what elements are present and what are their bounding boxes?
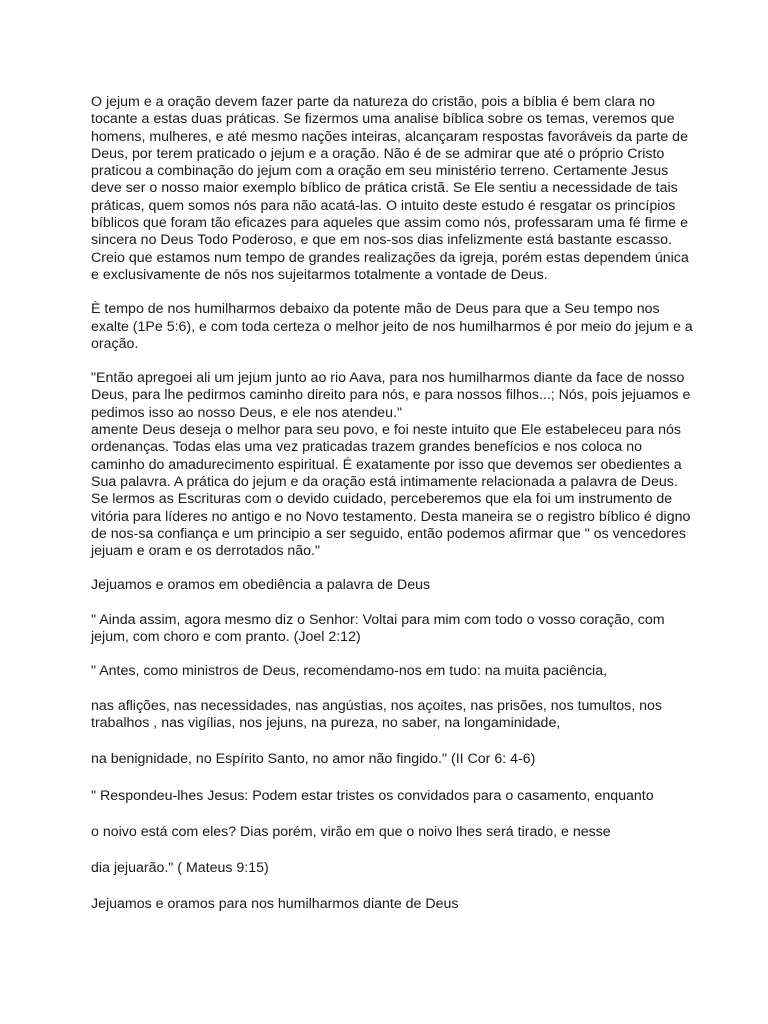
text-line: exalte (1Pe 5:6), e com toda certeza o melhor jeito de nos humilharmos é por meio do jejum e a [91, 318, 693, 335]
text-line: ordenanças. Todas elas uma vez praticadas trazem grandes benefícios e nos coloca no [91, 439, 643, 456]
paragraph-spacer [91, 595, 691, 612]
text-line: de nos-sa confiança e um principio a ser seguido, então podemos afirmar que " os vencedores [91, 525, 686, 542]
paragraph-spacer [91, 841, 691, 860]
paragraph-quote-mateus-3 [91, 860, 691, 877]
text-line: amente Deus deseja o melhor para seu povo, e foi neste intuito que Ele estabeleceu para nós [91, 422, 681, 439]
text-line: Deus, para lhe pedirmos caminho direito para nós, e para nossos filhos...; Nós, pois jejuamos e [91, 387, 691, 404]
heading-obedience [91, 577, 691, 594]
text-line: oração. [91, 335, 139, 352]
text-line: bíblicos que foram tão eficazes para aqueles que assim como nós, professaram uma fé firme e [91, 215, 688, 232]
paragraph-spacer [91, 769, 691, 788]
paragraph-quote-cor-2 [91, 698, 691, 733]
text-line: Creio que estamos num tempo de grandes realizações da igreja, porém estas dependem única [91, 249, 689, 266]
paragraph-spacer [91, 646, 691, 663]
heading-humility [91, 896, 691, 913]
paragraph-quote-ezra [91, 370, 691, 560]
paragraph-quote-mateus-1 [91, 788, 691, 805]
text-line: o noivo está com eles? Dias porém, virão em que o noivo lhes será tirado, e nesse [91, 823, 611, 840]
text-line: sincera no Deus Todo Poderoso, e que em nos-sos dias infelizmente está bastante escasso. [91, 232, 672, 249]
text-line: Deus, por terem praticado o jejum e a oração. Não é de se admirar que até o próprio Cristo [91, 145, 665, 162]
paragraph-quote-cor-1 [91, 663, 691, 680]
text-line: caminho do amadurecimento espiritual. É exatamente por isso que devemos ser obedientes a [91, 456, 682, 473]
paragraph-spacer [91, 732, 691, 751]
text-line: jejum, com choro e com pranto. (Joel 2:12) [91, 629, 361, 646]
text-line: vitória para líderes no antigo e no Novo testamento. Desta maneira se o registro bíblico é digno [91, 508, 691, 525]
text-line: Jejuamos e oramos em obediência a palavra de Deus [91, 577, 431, 594]
text-line: deve ser o nosso maior exemplo bíblico de prática cristã. Se Ele sentiu a necessidade de tais [91, 180, 678, 197]
paragraph-humility [91, 301, 691, 353]
text-line: trabalhos , nas vigílias, nos jejuns, na pureza, no saber, na longaminidade, [91, 714, 561, 731]
text-line: praticou a combinação do jejum com a oração em seu ministério terreno. Certamente Jesus [91, 163, 669, 180]
paragraph-quote-joel [91, 612, 691, 647]
text-line: "Então apregoei ali um jejum junto ao rio Aava, para nos humilharmos diante da face de nosso [91, 370, 685, 387]
paragraph-intro [91, 94, 691, 284]
text-line: " Ainda assim, agora mesmo diz o Senhor: Voltai para mim com todo o vosso coração, com [91, 611, 665, 628]
paragraph-spacer [91, 681, 691, 698]
text-line: dia jejuarão." ( Mateus 9:15) [91, 860, 269, 877]
text-line: na benignidade, no Espírito Santo, no amor não fingido." (II Cor 6: 4-6) [91, 751, 536, 768]
text-line: È tempo de nos humilharmos debaixo da potente mão de Deus para que a Seu tempo nos [91, 301, 660, 318]
paragraph-spacer [91, 353, 691, 370]
text-line: O jejum e a oração devem fazer parte da natureza do cristão, pois a bíblia é bem clara no [91, 94, 655, 110]
text-line: " Respondeu-lhes Jesus: Podem estar tristes os convidados para o casamento, enquanto [91, 787, 654, 804]
text-line: tocante a estas duas práticas. Se fizermos uma analise bíblica sobre os temas, veremos que [91, 111, 675, 128]
text-line: Sua palavra. A prática do jejum e da oração está intimamente relacionada a palavra de Deus. [91, 473, 678, 490]
document-page [91, 94, 691, 914]
text-line: " Antes, como ministros de Deus, recomendamo-nos em tudo: na muita paciência, [91, 663, 608, 680]
text-line: práticas, quem somos nós para não acatá-las. O intuito deste estudo é resgatar os princípios [91, 197, 676, 214]
paragraph-spacer [91, 805, 691, 824]
text-line: pedimos isso ao nosso Deus, e ele nos atendeu." [91, 404, 403, 421]
text-line: e exclusivamente de nós nos sujeitarmos totalmente a vontade de Deus. [91, 266, 548, 283]
paragraph-spacer [91, 560, 691, 577]
text-line: homens, mulheres, e até mesmo nações inteiras, alcançaram respostas favoráveis da parte de [91, 128, 688, 145]
paragraph-spacer [91, 284, 691, 301]
paragraph-spacer [91, 877, 691, 896]
text-line: Se lermos as Escrituras com o devido cuidado, perceberemos que ela foi um instrumento de [91, 491, 673, 508]
text-line: Jejuamos e oramos para nos humilharmos diante de Deus [91, 896, 459, 913]
paragraph-quote-cor-3 [91, 751, 691, 768]
paragraph-quote-mateus-2 [91, 824, 691, 841]
text-line: jejuam e oram e os derrotados não." [91, 543, 321, 560]
text-line: nas aflições, nas necessidades, nas angústias, nos açoites, nas prisões, nos tumultos, nos [91, 697, 662, 714]
